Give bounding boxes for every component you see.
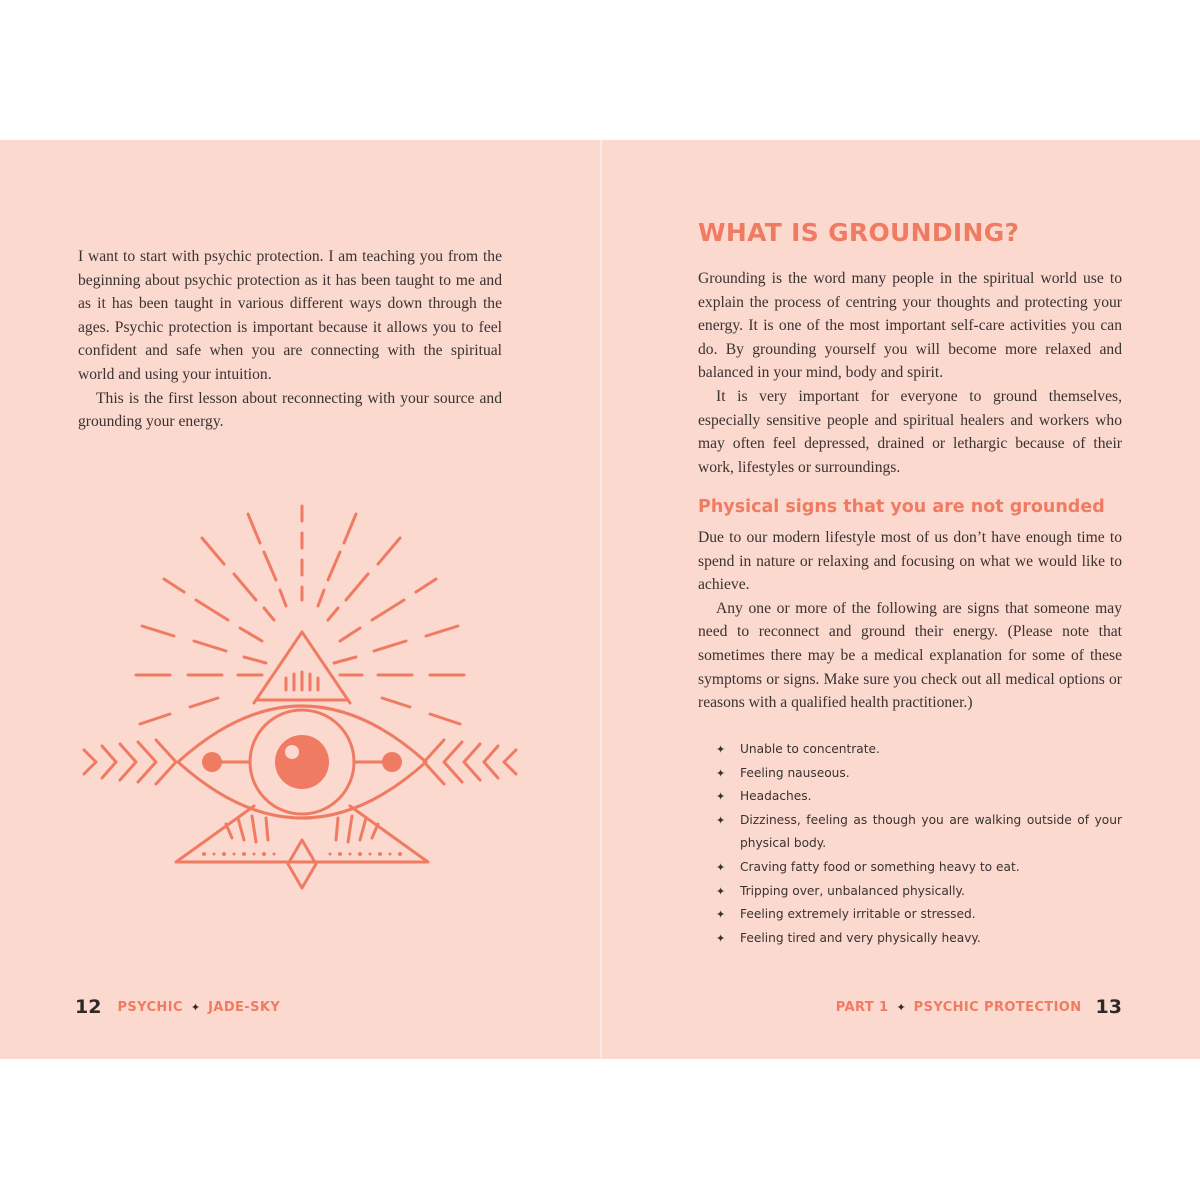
list-item-text: Feeling extremely irritable or stressed.: [740, 907, 976, 922]
star-bullet-icon: ✦: [716, 813, 726, 827]
right-arrows: [424, 740, 516, 784]
section-label: PSYCHIC PROTECTION: [913, 999, 1082, 1015]
paragraph: I want to start with psychic protection. I am teaching you from the beginning about psychic protection as it has been taught to me and as it has been taught in various different ways down through the ages. Psychic protection is important because it allows you to feel confident and safe when you are connecting with the spiritual world and using your intuition.: [78, 248, 502, 383]
star-separator-icon: ✦: [896, 1000, 906, 1014]
list-item: [698, 809, 1122, 856]
paragraph: Grounding is the word many people in the spiritual world use to explain the process of centring your thoughts and protecting your energy. It is one of the most important self-care activities you can do. By grounding yourself you will become more relaxed and balanced in your mind, body and spirit.: [698, 270, 1122, 382]
left-arrows: [84, 740, 176, 784]
list-item-text: Tripping over, unbalanced physically.: [740, 883, 965, 898]
dot-row: [202, 852, 402, 856]
paragraph: Any one or more of the following are signs that someone may need to reconnect and ground their energy. (Please note that sometimes there may be a medical explanation for some of these symptoms or signs. Make sure you check out all medical options or reasons with a qualified health practitioner.): [698, 599, 1122, 712]
subsection-heading: Physical signs that you are not grounded: [698, 497, 1105, 517]
list-item: [698, 903, 1122, 927]
list-item: [698, 927, 1122, 951]
star-bullet-icon: ✦: [716, 743, 726, 756]
list-item: [698, 856, 1122, 880]
star-bullet-icon: ✦: [716, 884, 726, 898]
list-item-text: Dizziness, feeling as though you are walking outside of your physical body.: [740, 812, 1122, 851]
author-name: JADE-SKY: [208, 999, 281, 1015]
list-item: [698, 762, 1122, 786]
sun-rays: [136, 506, 464, 724]
list-item: [698, 785, 1122, 809]
part-label: PART 1: [835, 999, 889, 1015]
star-bullet-icon: ✦: [716, 931, 726, 945]
book-title: PSYCHIC: [117, 999, 183, 1015]
list-item: [698, 738, 1122, 762]
subsection-text: [698, 526, 1122, 715]
list-item-text: Headaches.: [740, 789, 812, 804]
list-item-text: Craving fatty food or something heavy to eat.: [740, 859, 1020, 874]
star-bullet-icon: ✦: [716, 790, 726, 804]
right-footer: [836, 995, 1122, 1019]
star-separator-icon: ✦: [190, 1000, 201, 1014]
intro-text: [698, 267, 1122, 479]
page-number: 13: [1095, 996, 1122, 1018]
star-bullet-icon: ✦: [716, 766, 726, 780]
section-heading: WHAT IS GROUNDING?: [698, 218, 1020, 247]
right-page: [602, 140, 1200, 1059]
paragraph: It is very important for everyone to ground themselves, especially sensitive people and spiritual healers and workers who may often feel depressed, drained or lethargic because of their work, lifestyles or surroundings.: [698, 387, 1122, 476]
left-footer: [75, 995, 280, 1019]
signs-list: [698, 738, 1122, 950]
left-page: [0, 140, 600, 1059]
left-page-body: [78, 245, 502, 434]
all-seeing-eye-icon: [78, 500, 522, 900]
book-spread: [0, 140, 1200, 1059]
eye: [178, 706, 426, 818]
paragraph: This is the first lesson about reconnecting with your source and grounding your energy.: [78, 389, 502, 431]
list-item-text: Unable to concentrate.: [740, 742, 880, 756]
paragraph: Due to our modern lifestyle most of us don’t have enough time to spend in nature or relaxing and focusing on what we would like to achieve.: [698, 529, 1122, 594]
star-bullet-icon: ✦: [716, 860, 726, 874]
list-item: [698, 880, 1122, 904]
upper-triangle: [254, 632, 350, 703]
page-number: 12: [75, 996, 102, 1018]
star-bullet-icon: ✦: [716, 908, 726, 922]
list-item-text: Feeling nauseous.: [740, 765, 850, 780]
list-item-text: Feeling tired and very physically heavy.: [740, 930, 981, 945]
